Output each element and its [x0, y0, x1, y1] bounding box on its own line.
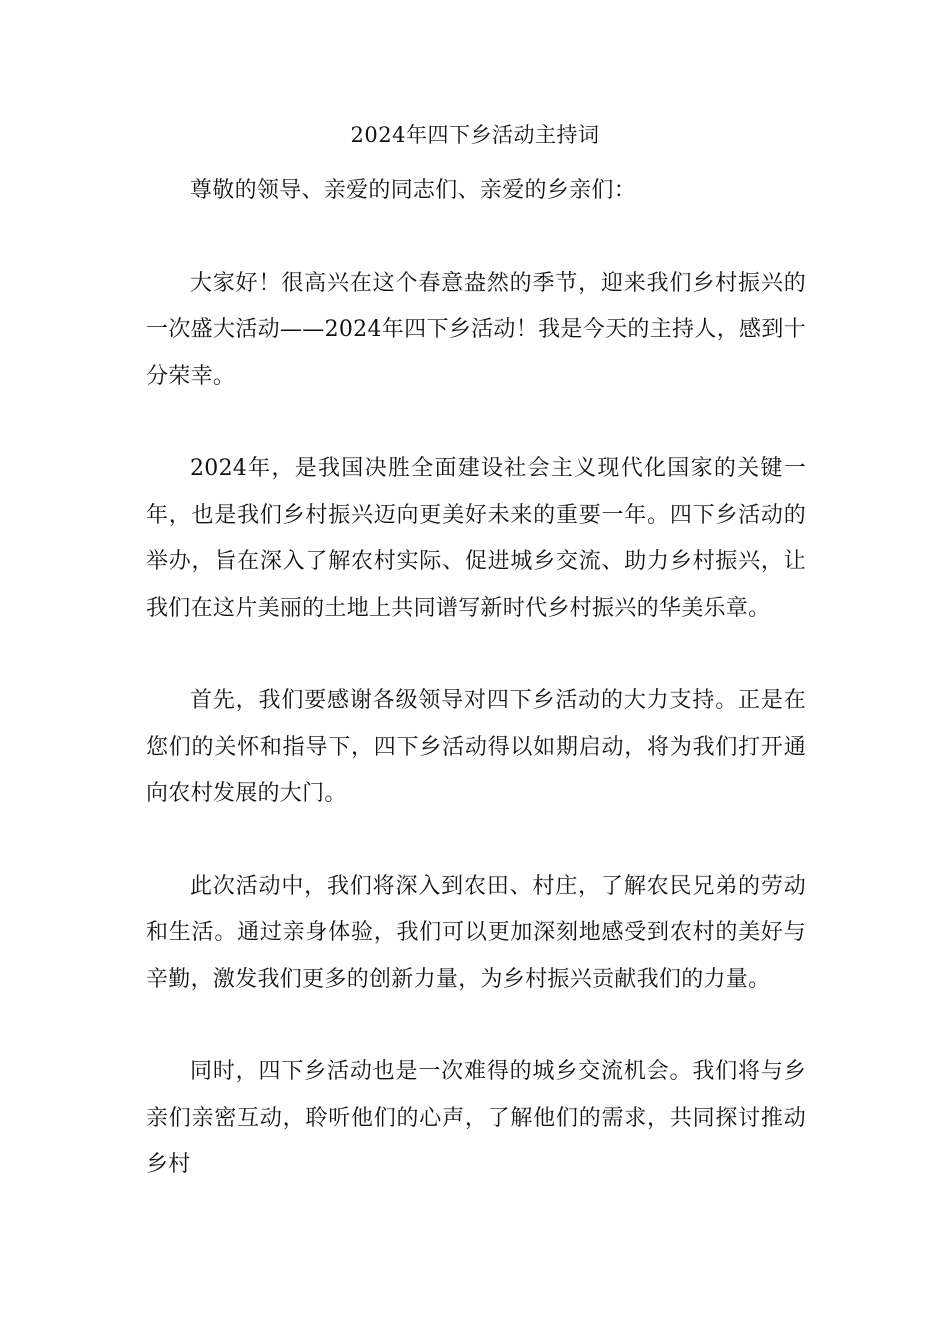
significance-paragraph: 2024年，是我国决胜全面建设社会主义现代化国家的关键一年，也是我们乡村振兴迈向更美好未来的重要一年。四下乡活动的举办，旨在深入了解农村实际、促进城乡交流、助力乡村振兴，让我们在这片美丽的土地上共同谱写新时代乡村振兴的华美乐章。	[146, 456, 806, 621]
activity-paragraph: 此次活动中，我们将深入到农田、村庄，了解农民兄弟的劳动和生活。通过亲身体验，我们可以更加深刻地感受到农村的美好与辛勤，激发我们更多的创新力量，为乡村振兴贡献我们的力量。	[146, 873, 806, 992]
greeting-paragraph: 尊敬的领导、亲爱的同志们、亲爱的乡亲们：	[190, 178, 637, 203]
document-title: 2024年四下乡活动主持词	[350, 123, 600, 147]
document-body	[146, 168, 806, 1235]
opening-paragraph: 大家好！很高兴在这个春意盎然的季节，迎来我们乡村振兴的一次盛大活动——2024年四下乡活动！我是今天的主持人，感到十分荣幸。	[146, 270, 806, 389]
thanks-paragraph: 首先，我们要感谢各级领导对四下乡活动的大力支持。正是在您们的关怀和指导下，四下乡活动得以如期启动，将为我们打开通向农村发展的大门。	[146, 688, 806, 806]
exchange-paragraph: 同时，四下乡活动也是一次难得的城乡交流机会。我们将与乡亲们亲密互动，聆听他们的心声，了解他们的需求，共同探讨推动乡村	[146, 1059, 806, 1177]
